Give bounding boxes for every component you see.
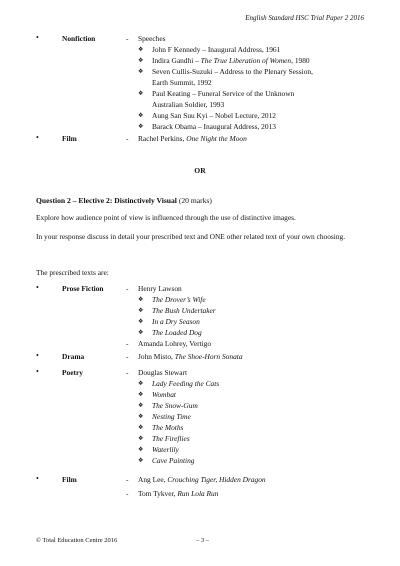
category-poetry: Poetry [62, 368, 83, 377]
poem-item: The Snow-Gum [152, 401, 198, 410]
question-title: Question 2 – Elective 2: Distinctively Visual (20 marks) [36, 196, 212, 205]
diamond-icon: ❖ [138, 403, 144, 409]
speech-item: Barack Obama – Inaugural Address, 2013 [152, 122, 276, 131]
dash-icon: - [126, 339, 129, 348]
category-prose-fiction: Prose Fiction [62, 284, 104, 293]
speech-item: John F Kennedy – Inaugural Address, 1961 [152, 45, 281, 54]
poem-item: Cave Painting [152, 456, 195, 465]
diamond-icon: ❖ [138, 381, 144, 387]
dash-icon: - [126, 134, 129, 143]
bullet-icon: • [36, 283, 39, 292]
diamond-icon: ❖ [138, 319, 144, 325]
dash-icon: - [126, 352, 129, 361]
author-entry: Henry Lawson [138, 284, 182, 293]
speech-item: Aung San Suu Kyi – Nobel Lecture, 2012 [152, 111, 276, 120]
author-entry: Douglas Stewart [138, 368, 188, 377]
speech-item-continued: Australian Soldier, 1993 [152, 100, 225, 109]
story-item: The Loaded Dog [152, 328, 202, 337]
poem-item: Nesting Time [152, 412, 191, 421]
speech-item: Indira Gandhi – The True Liberation of Women, 1980 [152, 56, 310, 65]
story-item: The Drover’s Wife [152, 295, 206, 304]
or-divider: OR [194, 166, 206, 175]
diamond-icon: ❖ [138, 297, 144, 303]
diamond-icon: ❖ [138, 69, 144, 75]
diamond-icon: ❖ [138, 47, 144, 53]
film-entry: Ang Lee, Crouching Tiger, Hidden Dragon [138, 475, 266, 484]
story-item: In a Dry Season [152, 317, 200, 326]
poem-item: The Moths [152, 423, 184, 432]
dash-icon: - [126, 34, 129, 43]
diamond-icon: ❖ [138, 392, 144, 398]
bullet-icon: • [36, 33, 39, 42]
diamond-icon: ❖ [138, 330, 144, 336]
page-header: English Standard HSC Trial Paper 2 2016 [245, 14, 364, 22]
diamond-icon: ❖ [138, 113, 144, 119]
film-entry: Tom Tykver, Run Lola Run [138, 489, 219, 498]
dash-icon: - [126, 475, 129, 484]
diamond-icon: ❖ [138, 308, 144, 314]
speech-item-continued: Earth Summit, 1992 [152, 78, 212, 87]
dash-icon: - [126, 368, 129, 377]
poem-item: Lady Feeding the Cats [152, 379, 220, 388]
entry-speeches: Speeches [138, 34, 166, 43]
diamond-icon: ❖ [138, 124, 144, 130]
diamond-icon: ❖ [138, 91, 144, 97]
speech-item: Paul Keating – Funeral Service of the Unknown [152, 89, 295, 98]
bullet-icon: • [36, 474, 39, 483]
diamond-icon: ❖ [138, 436, 144, 442]
bullet-icon: • [36, 133, 39, 142]
question-instruction: Explore how audience point of view is influenced through the use of distinctive images. [36, 213, 296, 222]
footer-page-number: – 3 – [196, 537, 209, 544]
poem-item: Wombat [152, 390, 176, 399]
poem-item: The Fireflies [152, 434, 190, 443]
diamond-icon: ❖ [138, 414, 144, 420]
category-film: Film [62, 134, 77, 143]
bullet-icon: • [36, 351, 39, 360]
diamond-icon: ❖ [138, 458, 144, 464]
category-drama: Drama [62, 352, 85, 361]
category-nonfiction: Nonfiction [62, 34, 96, 43]
bullet-icon: • [36, 367, 39, 376]
film-entry: Rachel Perkins, One Night the Moon [138, 134, 247, 143]
diamond-icon: ❖ [138, 58, 144, 64]
story-item: The Bush Undertaker [152, 306, 216, 315]
speech-item: Seven Cullis-Suzuki – Address to the Plenary Session, [152, 67, 313, 76]
footer-copyright: © Total Education Centre 2016 [36, 537, 118, 544]
diamond-icon: ❖ [138, 425, 144, 431]
dash-icon: - [126, 489, 129, 498]
dash-icon: - [126, 284, 129, 293]
prescribed-texts-intro: The prescribed texts are: [36, 268, 109, 277]
question-response-instruction: In your response discuss in detail your prescribed text and ONE other related text of your own choosing. [36, 232, 346, 241]
poem-item: Waterlily [152, 445, 179, 454]
drama-entry: John Misto, The Shoe-Horn Sonata [138, 352, 243, 361]
category-film: Film [62, 475, 77, 484]
author-entry: Amanda Lohrey, Vertigo [138, 339, 212, 348]
diamond-icon: ❖ [138, 447, 144, 453]
question-marks: (20 marks) [178, 196, 212, 205]
